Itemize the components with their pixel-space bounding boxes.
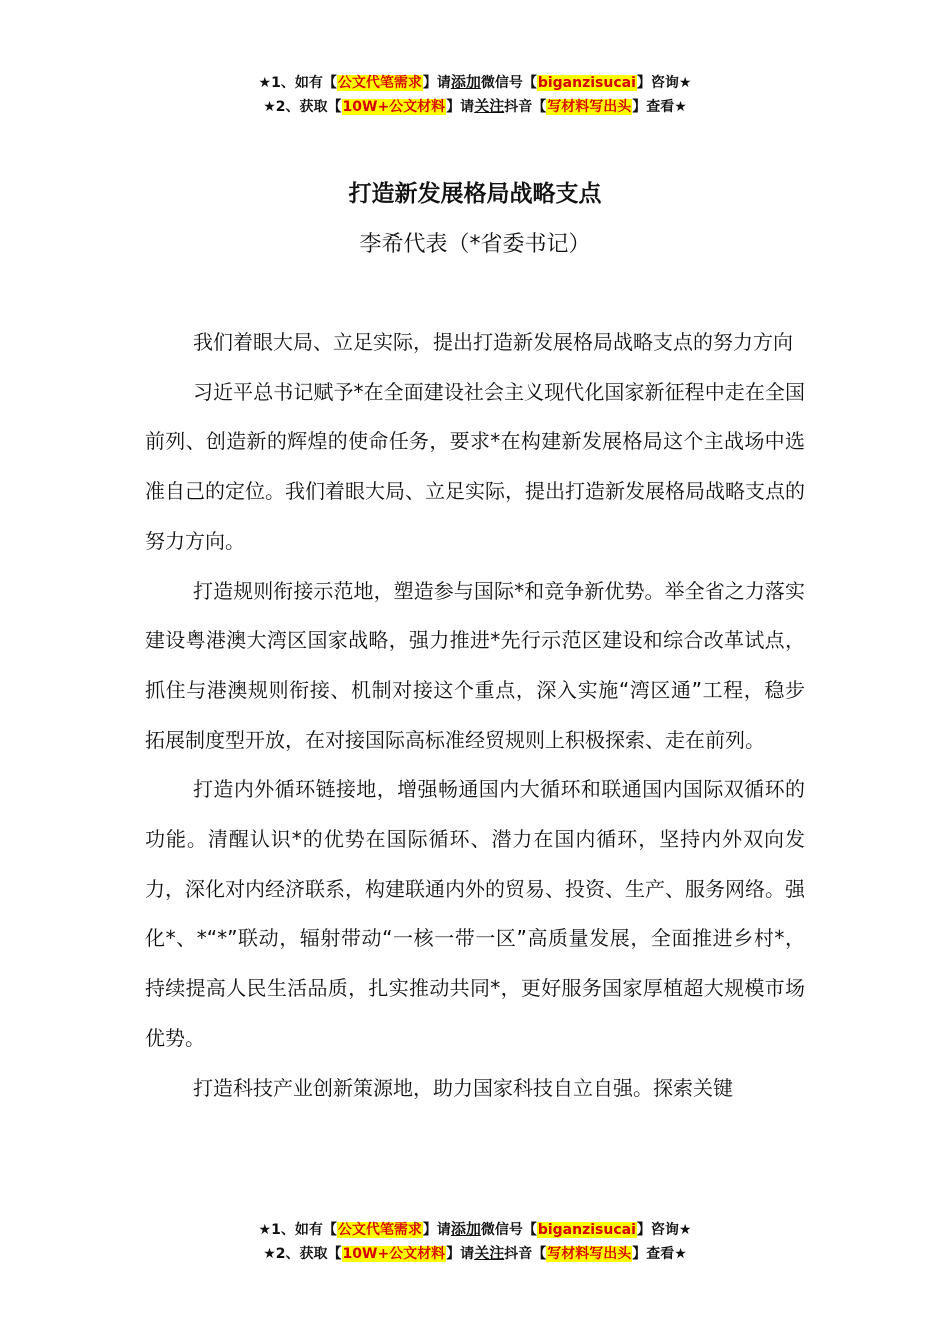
highlight-wechat-id: biganzisucai	[537, 1222, 636, 1238]
highlight-douyin-account: 写材料写出头	[547, 1246, 632, 1262]
highlight-douyin-account: 写材料写出头	[547, 99, 632, 115]
highlight-service: 公文代笔需求	[337, 1222, 422, 1238]
promo-line-1: ★1、如有【公文代笔需求】请添加微信号【biganzisucai】咨询★	[258, 1220, 692, 1238]
document-title: 打造新发展格局战略支点	[348, 181, 602, 207]
document-body	[145, 318, 805, 1113]
paragraph: 打造科技产业创新策源地，助力国家科技自立自强。探索关键	[193, 1075, 733, 1100]
highlight-wechat-id: biganzisucai	[537, 75, 636, 91]
paragraph: 我们着眼大局、立足实际，提出打造新发展格局战略支点的努力方向	[193, 330, 793, 354]
promo-line-1: ★1、如有【公文代笔需求】请添加微信号【biganzisucai】咨询★	[258, 73, 692, 91]
document-author: 李希代表（*省委书记）	[359, 232, 591, 257]
promo-banner-top	[0, 70, 950, 118]
promo-line-2: ★2、获取【10W+公文材料】请关注抖音【写材料写出头】查看★	[263, 97, 687, 115]
paragraph: 打造内外循环链接地，增强畅通国内大循环和联通国内国际双循环的功能。清醒认识*的优势在国际循环、潜力在国内循环，坚持内外双向发力，深化对内经济联系，构建联通内外的贸易、投资、生产、服务网络。强化*、*“*”联动，辐射带动“一核一带一区”高质量发展，全面推进乡村*，持续提高人民生活品质，扎实推动共同*，更好服务国家厚植超大规模市场优势。	[145, 777, 805, 1050]
highlight-service: 公文代笔需求	[337, 75, 422, 91]
paragraph: 打造规则衔接示范地，塑造参与国际*和竞争新优势。举全省之力落实建设粤港澳大湾区国家战略，强力推进*先行示范区建设和综合改革试点，抓住与港澳规则衔接、机制对接这个重点，深入实施“湾区通”工程，稳步拓展制度型开放，在对接国际高标准经贸规则上积极探索、走在前列。	[145, 578, 805, 752]
promo-line-2: ★2、获取【10W+公文材料】请关注抖音【写材料写出头】查看★	[263, 1244, 687, 1262]
promo-banner-bottom	[0, 1217, 950, 1265]
paragraph: 习近平总书记赋予*在全面建设社会主义现代化国家新征程中走在全国前列、创造新的辉煌的使命任务，要求*在构建新发展格局这个主战场中选准自己的定位。我们着眼大局、立足实际，提出打造新发展格局战略支点的努力方向。	[145, 379, 805, 553]
highlight-materials: 10W+公文材料	[342, 99, 446, 115]
highlight-materials: 10W+公文材料	[342, 1246, 446, 1262]
